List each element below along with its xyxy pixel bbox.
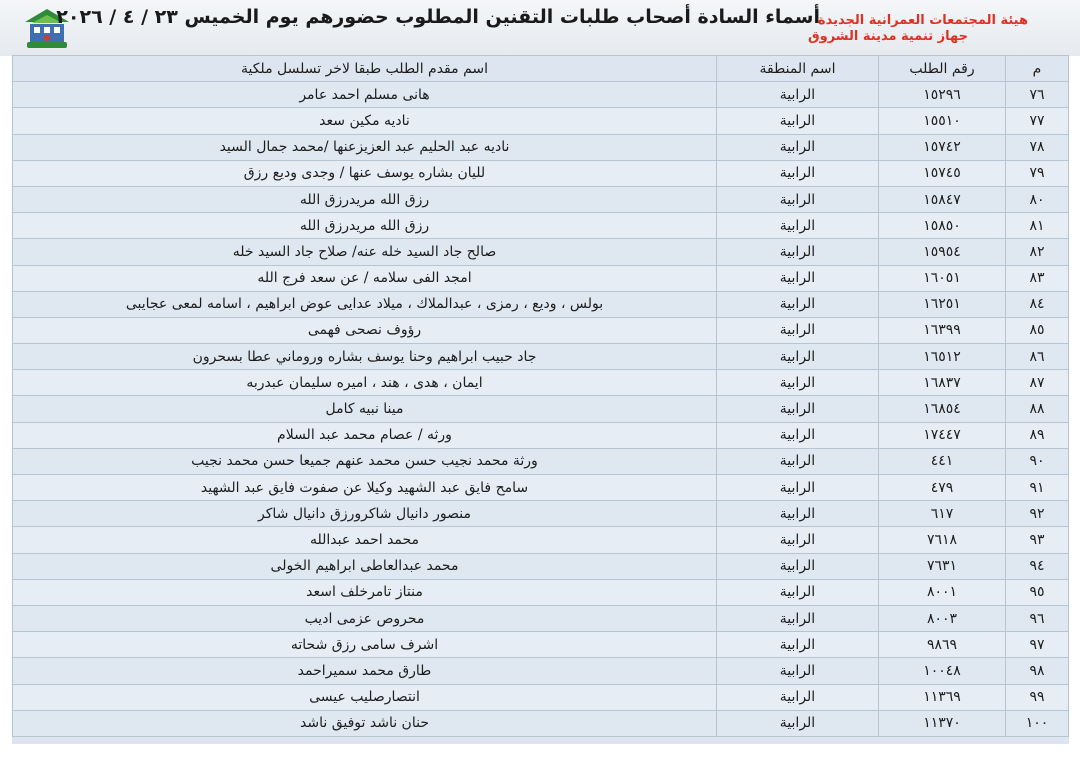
row-number: ٩٤ <box>1006 553 1069 579</box>
request-number: ١٦٣٩٩ <box>879 317 1006 343</box>
row-number: ٩٧ <box>1006 632 1069 658</box>
row-number: ٨٩ <box>1006 422 1069 448</box>
row-number: ٨٧ <box>1006 370 1069 396</box>
applicants-table <box>12 55 1069 737</box>
row-number: ٧٨ <box>1006 134 1069 160</box>
request-number: ٤٤١ <box>879 448 1006 474</box>
attendance-sheet <box>12 55 1069 744</box>
area-name: الرابية <box>717 475 879 501</box>
applicant-name: ورثة محمد نجيب حسن محمد عنهم جميعا حسن محمد نجيب <box>13 448 717 474</box>
applicant-name: صالح جاد السيد خله عنه/ صلاح جاد السيد خله <box>13 239 717 265</box>
table-row <box>13 710 1069 736</box>
table-row <box>13 448 1069 474</box>
applicant-name: محمد عبدالعاطى ابراهيم الخولى <box>13 553 717 579</box>
applicant-name: طارق محمد سميراحمد <box>13 658 717 684</box>
page-header <box>0 0 1080 56</box>
row-number: ٩٦ <box>1006 605 1069 631</box>
request-number: ١٥٧٤٢ <box>879 134 1006 160</box>
applicant-name: ناديه مكين سعد <box>13 108 717 134</box>
applicant-name: انتصارصليب عيسى <box>13 684 717 710</box>
row-number: ٨٨ <box>1006 396 1069 422</box>
table-row <box>13 658 1069 684</box>
area-name: الرابية <box>717 448 879 474</box>
organization-subname: جهاز تنمية مدينة الشروق <box>808 29 968 44</box>
table-row <box>13 684 1069 710</box>
request-number: ١٦٨٥٤ <box>879 396 1006 422</box>
area-name: الرابية <box>717 684 879 710</box>
area-name: الرابية <box>717 265 879 291</box>
row-number: ٨٣ <box>1006 265 1069 291</box>
column-header-area: اسم المنطقة <box>717 56 879 82</box>
table-row <box>13 317 1069 343</box>
table-row <box>13 213 1069 239</box>
applicant-name: امجد الفى سلامه / عن سعد فرج الله <box>13 265 717 291</box>
row-number: ٨١ <box>1006 213 1069 239</box>
table-header-row <box>13 56 1069 82</box>
row-number: ١٠٠ <box>1006 710 1069 736</box>
area-name: الرابية <box>717 579 879 605</box>
row-number: ٩٠ <box>1006 448 1069 474</box>
request-number: ٨٠٠٣ <box>879 605 1006 631</box>
applicant-name: سامح فايق عبد الشهيد وكيلا عن صفوت فايق عبد الشهيد <box>13 475 717 501</box>
request-number: ٧٦٣١ <box>879 553 1006 579</box>
table-row <box>13 632 1069 658</box>
applicant-name: منصور دانيال شاكرورزق دانيال شاكر <box>13 501 717 527</box>
area-name: الرابية <box>717 632 879 658</box>
organization-name: هيئة المجتمعات العمرانية الجديدة <box>817 13 1028 28</box>
applicant-name: جاد حبيب ابراهيم وحنا يوسف بشاره وروماني عطا بسحرون <box>13 344 717 370</box>
request-number: ١٦٨٣٧ <box>879 370 1006 396</box>
request-number: ٤٧٩ <box>879 475 1006 501</box>
applicant-name: اشرف سامى رزق شحاته <box>13 632 717 658</box>
applicant-name: ايمان ، هدى ، هند ، اميره سليمان عبدربه <box>13 370 717 396</box>
area-name: الرابية <box>717 108 879 134</box>
table-row <box>13 265 1069 291</box>
request-number: ١٥٥١٠ <box>879 108 1006 134</box>
applicant-name: بولس ، وديع ، رمزى ، عبدالملاك ، ميلاد عدايى عوض ابراهيم ، اسامه لمعى عجايبى <box>13 291 717 317</box>
table-row <box>13 605 1069 631</box>
area-name: الرابية <box>717 501 879 527</box>
request-number: ١٠٠٤٨ <box>879 658 1006 684</box>
row-number: ٨٢ <box>1006 239 1069 265</box>
row-number: ٨٠ <box>1006 186 1069 212</box>
applicant-name: رزق الله مريدرزق الله <box>13 186 717 212</box>
table-row <box>13 239 1069 265</box>
row-number: ٨٦ <box>1006 344 1069 370</box>
request-number: ١٥٧٤٥ <box>879 160 1006 186</box>
table-row <box>13 396 1069 422</box>
table-row <box>13 344 1069 370</box>
request-number: ١١٣٦٩ <box>879 684 1006 710</box>
request-number: ١٥٨٥٠ <box>879 213 1006 239</box>
applicant-name: منتاز تامرخلف اسعد <box>13 579 717 605</box>
table-row <box>13 553 1069 579</box>
request-number: ٧٦١٨ <box>879 527 1006 553</box>
row-number: ٩٥ <box>1006 579 1069 605</box>
column-header-applicant-name: اسم مقدم الطلب طبقا لاخر تسلسل ملكية <box>13 56 717 82</box>
area-name: الرابية <box>717 422 879 448</box>
table-row <box>13 134 1069 160</box>
table-row <box>13 291 1069 317</box>
area-name: الرابية <box>717 82 879 108</box>
row-number: ٩٢ <box>1006 501 1069 527</box>
request-number: ١٦٢٥١ <box>879 291 1006 317</box>
table-row <box>13 422 1069 448</box>
applicant-name: ورثه / عصام محمد عبد السلام <box>13 422 717 448</box>
column-header-request-number: رقم الطلب <box>879 56 1006 82</box>
area-name: الرابية <box>717 710 879 736</box>
request-number: ١١٣٧٠ <box>879 710 1006 736</box>
area-name: الرابية <box>717 213 879 239</box>
row-number: ٧٩ <box>1006 160 1069 186</box>
area-name: الرابية <box>717 553 879 579</box>
area-name: الرابية <box>717 370 879 396</box>
area-name: الرابية <box>717 344 879 370</box>
area-name: الرابية <box>717 658 879 684</box>
area-name: الرابية <box>717 396 879 422</box>
request-number: ١٧٤٤٧ <box>879 422 1006 448</box>
area-name: الرابية <box>717 527 879 553</box>
table-row <box>13 501 1069 527</box>
applicant-name: ناديه عبد الحليم عبد العزيزعنها /محمد جمال السيد <box>13 134 717 160</box>
row-number: ٩١ <box>1006 475 1069 501</box>
row-number: ٩٣ <box>1006 527 1069 553</box>
table-row <box>13 579 1069 605</box>
row-number: ٨٤ <box>1006 291 1069 317</box>
applicant-name: محروص عزمى اديب <box>13 605 717 631</box>
area-name: الرابية <box>717 605 879 631</box>
applicant-name: لليان بشاره يوسف عنها / وجدى وديع رزق <box>13 160 717 186</box>
request-number: ١٥٢٩٦ <box>879 82 1006 108</box>
row-number: ٨٥ <box>1006 317 1069 343</box>
area-name: الرابية <box>717 317 879 343</box>
request-number: ١٦٥١٢ <box>879 344 1006 370</box>
table-row <box>13 160 1069 186</box>
applicant-name: حنان ناشد توفيق ناشد <box>13 710 717 736</box>
table-row <box>13 82 1069 108</box>
applicant-name: محمد احمد عبدالله <box>13 527 717 553</box>
request-number: ٩٨٦٩ <box>879 632 1006 658</box>
column-header-no: م <box>1006 56 1069 82</box>
table-row <box>13 475 1069 501</box>
row-number: ٩٨ <box>1006 658 1069 684</box>
applicant-name: رزق الله مريدرزق الله <box>13 213 717 239</box>
request-number: ٦١٧ <box>879 501 1006 527</box>
applicant-name: رؤوف نصحى فهمى <box>13 317 717 343</box>
table-row <box>13 108 1069 134</box>
table-row <box>13 186 1069 212</box>
area-name: الرابية <box>717 239 879 265</box>
area-name: الرابية <box>717 134 879 160</box>
applicant-name: مينا نبيه كامل <box>13 396 717 422</box>
request-number: ١٦٠٥١ <box>879 265 1006 291</box>
area-name: الرابية <box>717 160 879 186</box>
row-number: ٩٩ <box>1006 684 1069 710</box>
applicant-name: هانى مسلم احمد عامر <box>13 82 717 108</box>
row-number: ٧٧ <box>1006 108 1069 134</box>
document-title: أسماء السادة أصحاب طلبات التقنين المطلوب حضورهم يوم الخميس ٢٣ / ٤ / ٢٠٢٦ <box>56 6 820 28</box>
request-number: ٨٠٠١ <box>879 579 1006 605</box>
request-number: ١٥٩٥٤ <box>879 239 1006 265</box>
table-row <box>13 527 1069 553</box>
area-name: الرابية <box>717 291 879 317</box>
table-row <box>13 370 1069 396</box>
area-name: الرابية <box>717 186 879 212</box>
row-number: ٧٦ <box>1006 82 1069 108</box>
request-number: ١٥٨٤٧ <box>879 186 1006 212</box>
